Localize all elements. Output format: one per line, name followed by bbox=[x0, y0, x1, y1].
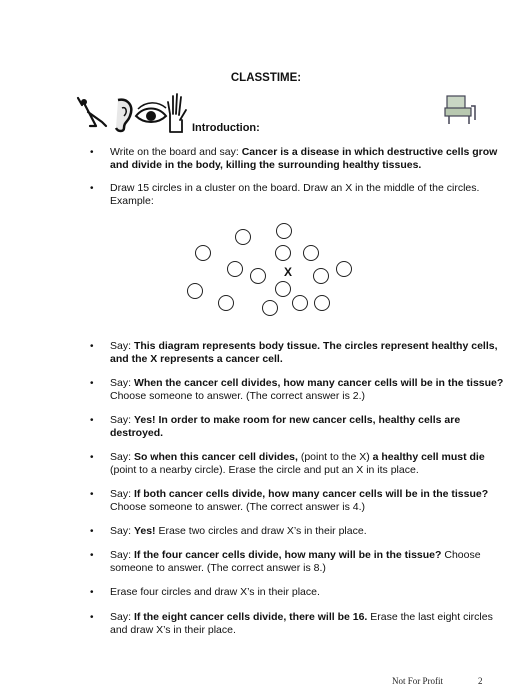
hand-icon bbox=[168, 94, 186, 132]
healthy-cell-circle bbox=[276, 223, 292, 239]
bullet-marker: • bbox=[90, 147, 94, 158]
stretching-figure-icon bbox=[78, 98, 106, 126]
activity-icons bbox=[76, 92, 188, 134]
bullet-item-6: Say: So when this cancer cell divides, (point to the X) a healthy cell must die (point to a nearby circle). Erase the circle and put an X in its place. bbox=[110, 451, 485, 476]
bullet-marker: • bbox=[90, 341, 94, 352]
healthy-cell-circle bbox=[227, 261, 243, 277]
bullet-item-7: Say: If both cancer cells divide, how many cancer cells will be in the tissue? Choose someone to answer. (The correct answer is 4.) bbox=[110, 488, 489, 513]
bullet-marker: • bbox=[90, 183, 94, 194]
healthy-cell-circle bbox=[250, 268, 266, 284]
healthy-cell-circle bbox=[275, 245, 291, 261]
bullet-marker: • bbox=[90, 452, 94, 463]
chair-icon bbox=[441, 92, 479, 126]
ear-icon bbox=[116, 100, 131, 131]
page-number: 2 bbox=[478, 676, 483, 686]
bullet-marker: • bbox=[90, 415, 94, 426]
bullet-item-1: Write on the board and say: Cancer is a disease in which destructive cells grow and divide in the body, killing the surrounding healthy tissues. bbox=[110, 146, 498, 171]
healthy-cell-circle bbox=[218, 295, 234, 311]
bullet-item-2: Draw 15 circles in a cluster on the board. Draw an X in the middle of the circles. Example: bbox=[110, 182, 480, 207]
bullet-marker: • bbox=[90, 587, 94, 598]
bullet-item-5: Say: Yes! In order to make room for new cancer cells, healthy cells are destroyed. bbox=[110, 414, 461, 439]
healthy-cell-circle bbox=[292, 295, 308, 311]
bullet-item-9: Say: If the four cancer cells divide, how many will be in the tissue? Choose someone to answer. (The correct answer is 8.) bbox=[110, 549, 481, 574]
introduction-label: Introduction: bbox=[192, 122, 260, 134]
cancer-cell-mark: X bbox=[284, 265, 293, 279]
healthy-cell-circle bbox=[187, 283, 203, 299]
healthy-cell-circle bbox=[275, 281, 291, 297]
eye-icon bbox=[136, 103, 166, 122]
bullet-marker: • bbox=[90, 612, 94, 623]
bullet-marker: • bbox=[90, 489, 94, 500]
bullet-item-4: Say: When the cancer cell divides, how many cancer cells will be in the tissue? Choose someone to answer. (The correct answer is 2.) bbox=[110, 377, 504, 402]
cell-diagram bbox=[180, 220, 360, 320]
bullet-item-11: Say: If the eight cancer cells divide, there will be 16. Erase the last eight circles and draw X’s in their place. bbox=[110, 611, 493, 636]
bullet-marker: • bbox=[90, 526, 94, 537]
bullet-marker: • bbox=[90, 550, 94, 561]
bullet-item-10: Erase four circles and draw X’s in their place. bbox=[110, 586, 320, 598]
bullet-marker: • bbox=[90, 378, 94, 389]
healthy-cell-circle bbox=[336, 261, 352, 277]
footer-text: Not For Profit bbox=[392, 676, 444, 686]
healthy-cell-circle bbox=[313, 268, 329, 284]
healthy-cell-circle bbox=[303, 245, 319, 261]
page-title: CLASSTIME: bbox=[230, 72, 302, 84]
bullet-item-8: Say: Yes! Erase two circles and draw X’s in their place. bbox=[110, 525, 367, 537]
healthy-cell-circle bbox=[235, 229, 251, 245]
bullet-item-3: Say: This diagram represents body tissue. The circles represent healthy cells, and the X represents a cancer cell. bbox=[110, 340, 498, 365]
healthy-cell-circle bbox=[195, 245, 211, 261]
healthy-cell-circle bbox=[314, 295, 330, 311]
healthy-cell-circle bbox=[262, 300, 278, 316]
